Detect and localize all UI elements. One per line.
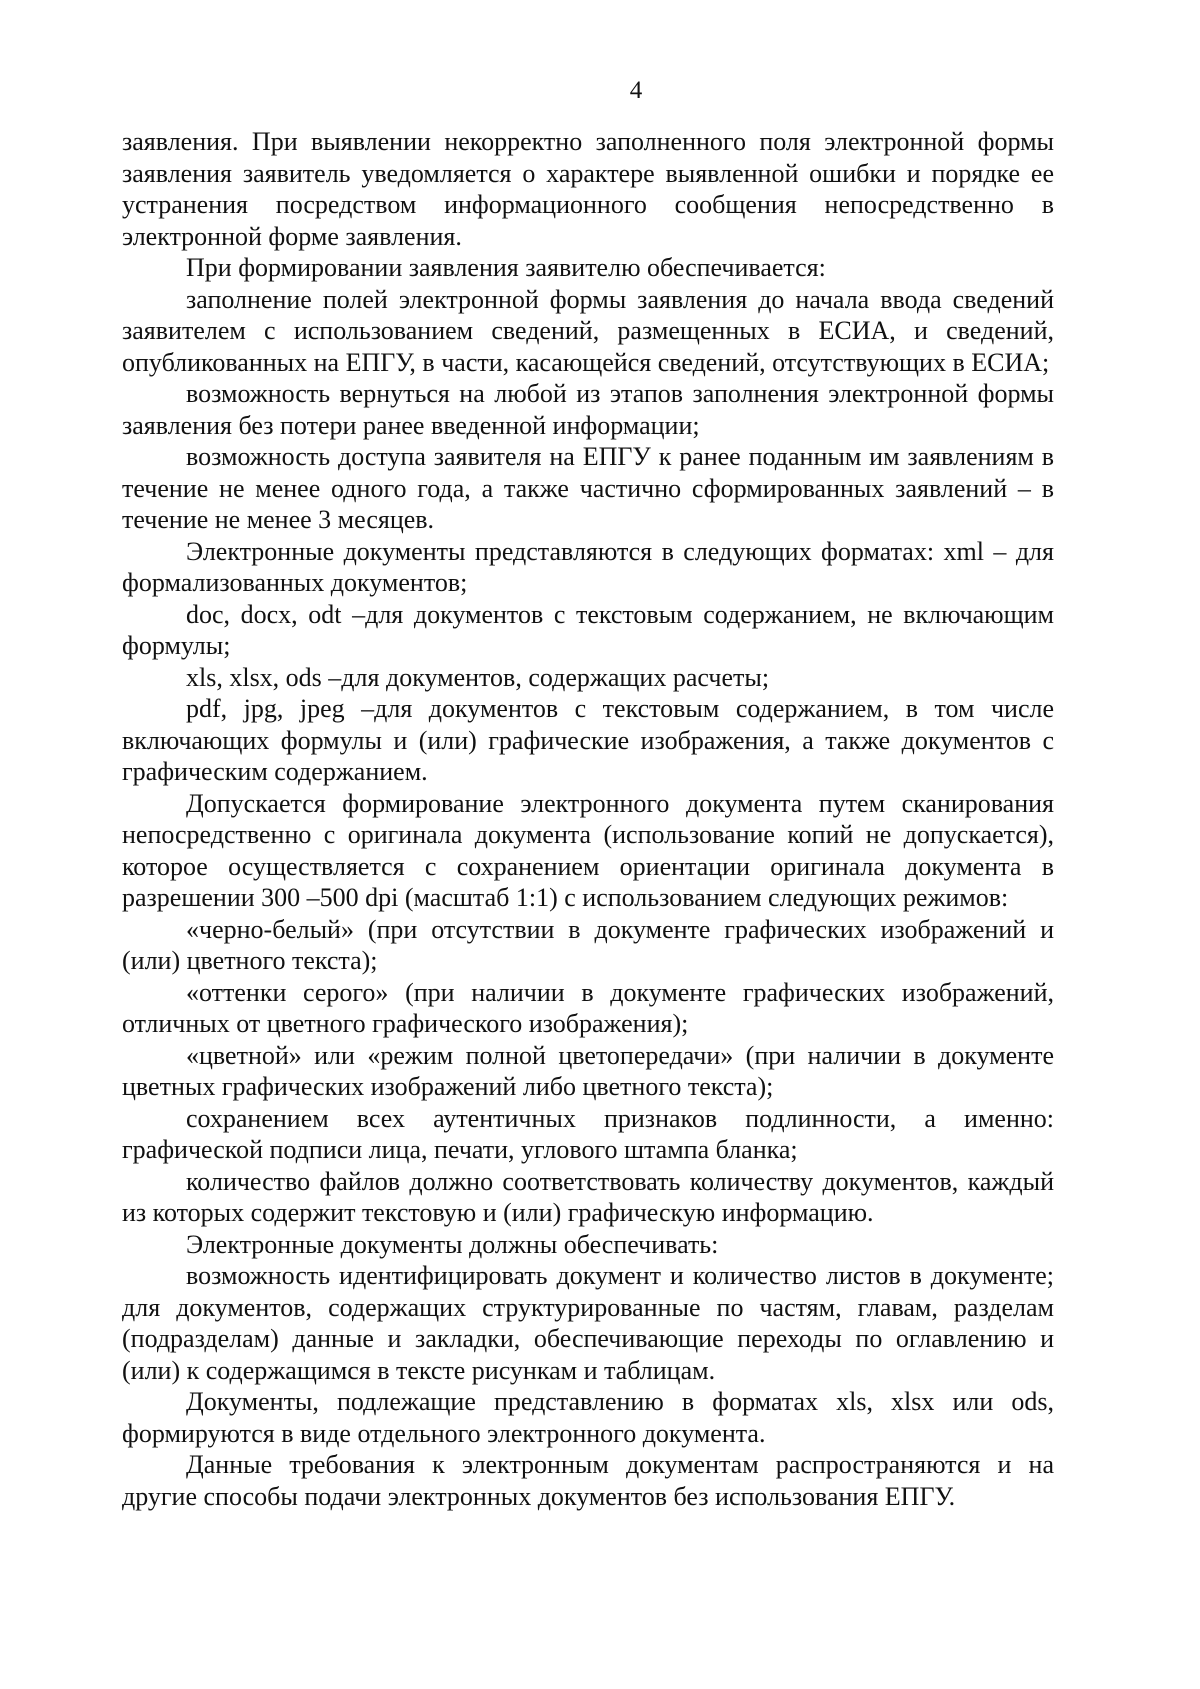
paragraph: возможность идентифицировать документ и количество листов в документе; для документов, содержащих структурированные по частям, главам, разделам (подразделам) данные и закладки, обеспечивающие переходы по оглавлению и (или) к содержащимся в тексте рисункам и таблицам. [122,1261,1054,1385]
paragraph: «черно-белый» (при отсутствии в документе графических изображений и (или) цветного текста); [122,914,1054,975]
paragraph: Данные требования к электронным документам распространяются и на другие способы подачи электронных документов без использования ЕПГУ. [122,1450,1054,1511]
paragraph: заявления. При выявлении некорректно заполненного поля электронной формы заявления заявитель уведомляется о характере выявленной ошибки и порядке ее устранения посредством информационного сообщения непосредственно в электронной форме заявления. [122,127,1054,251]
paragraph: «оттенки серого» (при наличии в документе графических изображений, отличных от цветного графического изображения); [122,977,1054,1038]
paragraph: количество файлов должно соответствовать количеству документов, каждый из которых содержит текстовую и (или) графическую информацию. [122,1166,1054,1227]
paragraph: сохранением всех аутентичных признаков подлинности, а именно: графической подписи лица, печати, углового штампа бланка; [122,1103,1054,1164]
paragraph: pdf, jpg, jpeg –для документов с текстовым содержанием, в том числе включающих формулы и (или) графические изображения, а также документов с графическим содержанием. [122,694,1054,786]
paragraph: заполнение полей электронной формы заявления до начала ввода сведений заявителем с использованием сведений, размещенных в ЕСИА, и сведений, опубликованных на ЕПГУ, в части, касающейся сведений, отсутствующих в ЕСИА; [122,284,1054,377]
document-body [122,126,1054,1512]
paragraph: Допускается формирование электронного документа путем сканирования непосредственно с оригинала документа (использование копий не допускается), которое осуществляется с сохранением ориентации оригинала документа в разрешении 300 –500 dpi (масштаб 1:1) с использованием следующих режимов: [122,788,1054,912]
paragraph: возможность доступа заявителя на ЕПГУ к ранее поданным им заявлениям в течение не менее одного года, а также частично сформированных заявлений – в течение не менее 3 месяцев. [122,442,1054,534]
paragraph: Документы, подлежащие представлению в форматах xls, xlsx или ods, формируются в виде отдельного электронного документа. [122,1387,1054,1448]
paragraph: Электронные документы должны обеспечивать: [186,1229,719,1259]
paragraph: возможность вернуться на любой из этапов заполнения электронной формы заявления без потери ранее введенной информации; [122,379,1054,440]
page-number: 4 [629,77,643,104]
paragraph: xls, xlsx, ods –для документов, содержащих расчеты; [186,662,770,692]
paragraph: Электронные документы представляются в следующих форматах: xml – для формализованных документов; [122,536,1054,597]
paragraph: При формировании заявления заявителю обеспечивается: [186,253,826,282]
paragraph: «цветной» или «режим полной цветопередачи» (при наличии в документе цветных графических изображений либо цветного текста); [122,1040,1054,1101]
paragraph: doc, docx, odt –для документов с текстовым содержанием, не включающим формулы; [122,599,1054,660]
